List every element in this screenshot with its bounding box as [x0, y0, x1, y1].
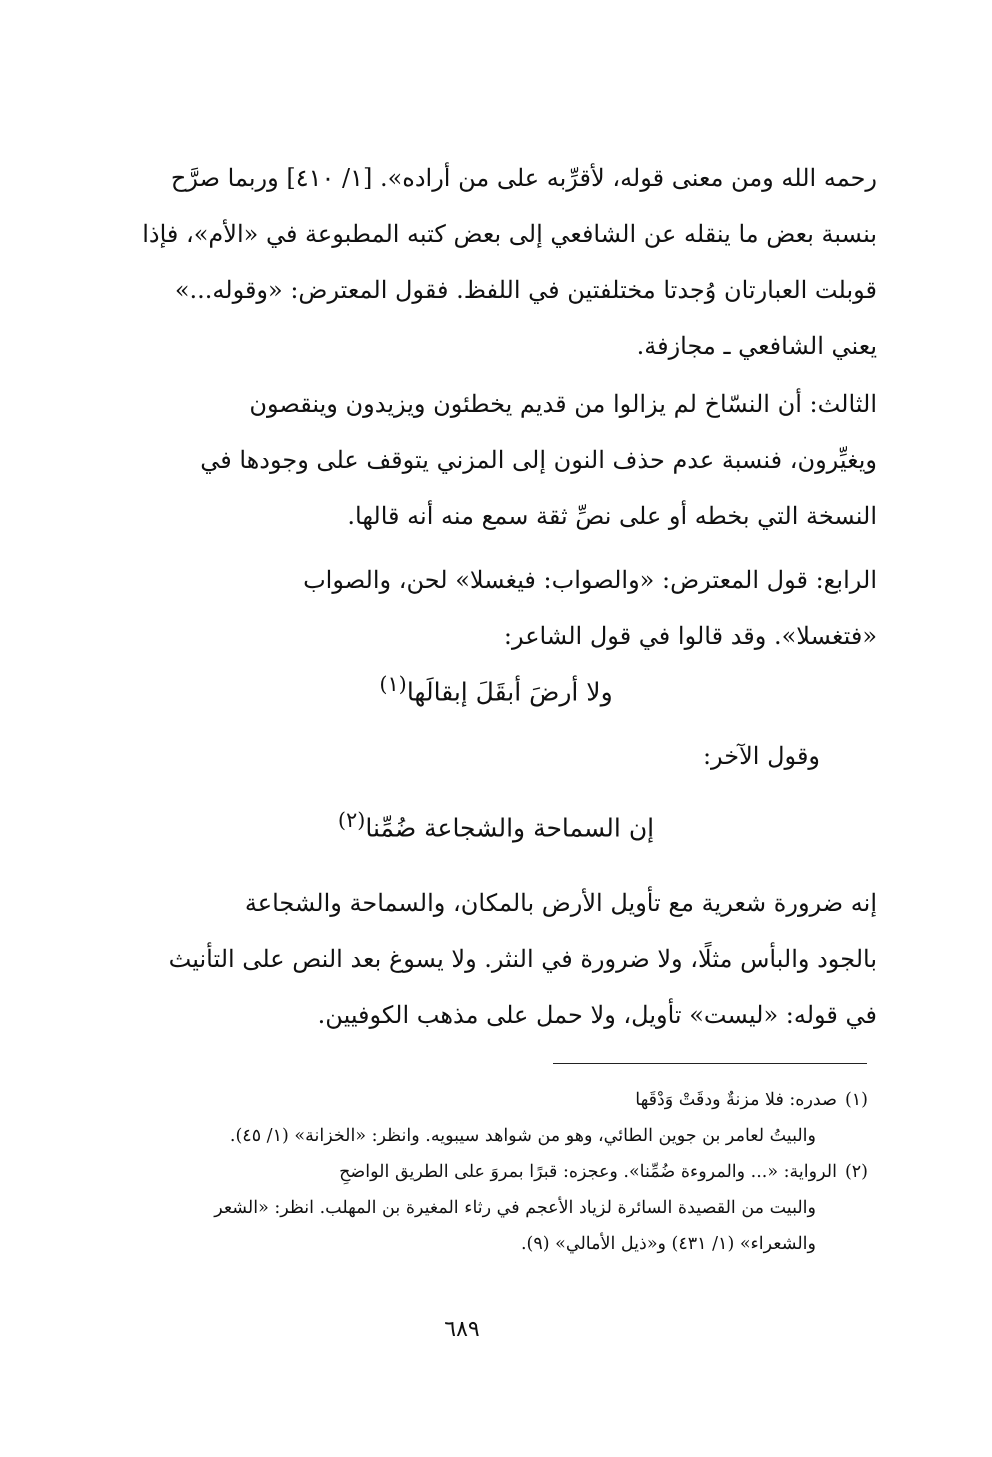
footnote-line: [86, 1154, 868, 1190]
text-line: الثالث: أن النسّاخ لم يزالوا من قديم يخطئون ويزيدون وينقصون: [249, 390, 877, 418]
footnote-1: [86, 1082, 868, 1154]
text-line: رحمه الله ومن معنى قوله، لأقرِّبه على من أراده». [١/ ٤١٠] وربما صرَّح: [170, 164, 877, 192]
footnote-divider: [553, 1063, 867, 1064]
text-line: الرابع: قول المعترض: «والصواب: فيغسلا» لحن، والصواب: [303, 566, 877, 594]
text-line: إنه ضرورة شعرية مع تأويل الأرض بالمكان، والسماحة والشجاعة: [244, 889, 877, 917]
verse-text: إن السماحة والشجاعة ضُمِّنا: [365, 813, 655, 843]
text-line: قوبلت العبارتان وُجدتا مختلفتين في اللفظ. فقول المعترض: «وقوله...»: [174, 276, 877, 304]
text-line: بالجود والبأس مثلًا، ولا ضرورة في النثر. ولا يسوغ بعد النص على التأنيث: [168, 945, 877, 973]
text-line: «فتغسلا». وقد قالوا في قول الشاعر:: [503, 622, 877, 650]
footnote-text: صدره: فلا مزنةٌ ودقَتْ وَدْقَها: [635, 1090, 837, 1110]
footnote-2: [86, 1154, 868, 1262]
verse-2: [300, 808, 692, 842]
verse-text: ولا أرضَ أبقَلَ إبقالَها: [406, 677, 613, 707]
footnote-number: (١): [844, 1090, 868, 1110]
verse-1: [300, 672, 692, 706]
paragraph-4: [95, 875, 877, 1043]
text-line: ويغيِّرون، فنسبة عدم حذف النون إلى المزني يتوقف على وجودها في: [200, 446, 877, 474]
text-line: في قوله: «ليست» تأويل، ولا حمل على مذهب الكوفيين.: [317, 1001, 877, 1029]
footnote-ref: (١): [379, 672, 407, 696]
footnote-line: [86, 1082, 868, 1118]
footnote-line: والبيت من القصيدة السائرة لزياد الأعجم في رثاء المغيرة بن المهلب. انظر: «الشعر: [214, 1198, 816, 1218]
footnote-number: (٢): [844, 1162, 868, 1182]
footnote-line: والشعراء» (١/ ٤٣١) و«ذيل الأمالي» (٩).: [520, 1234, 816, 1254]
paragraph-3: [95, 552, 877, 664]
text-line: النسخة التي بخطه أو على نصِّ ثقة سمع منه أنه قالها.: [347, 502, 877, 530]
page-number: ٦٨٩: [444, 1317, 480, 1342]
verse-intro: وقول الآخر:: [702, 742, 820, 770]
text-line: يعني الشافعي ـ مجازفة.: [636, 332, 877, 360]
footnote-line: والبيتُ لعامر بن جوين الطائي، وهو من شواهد سيبويه. وانظر: «الخزانة» (١/ ٤٥).: [229, 1126, 816, 1146]
footnote-text: الرواية: «... والمروءة ضُمِّنا». وعجزه: قبرًا بمروَ على الطريق الواضحِ: [339, 1162, 837, 1182]
text-line: بنسبة بعض ما ينقله عن الشافعي إلى بعض كتبه المطبوعة في «الأم»، فإذا: [142, 220, 877, 248]
footnote-ref: (٢): [337, 808, 366, 832]
paragraph-1: [95, 150, 877, 374]
paragraph-2: [95, 376, 877, 544]
